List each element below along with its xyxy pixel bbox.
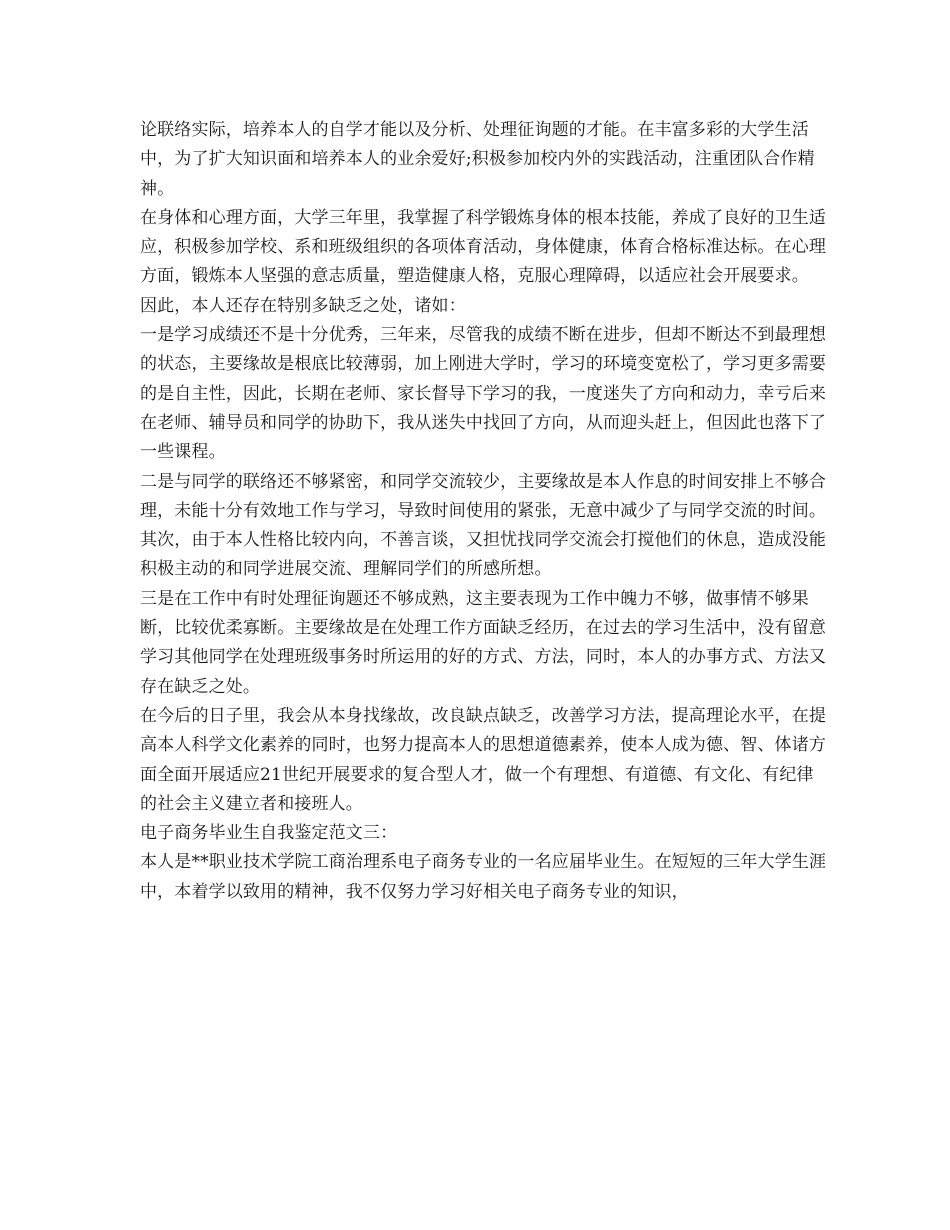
paragraph: 论联络实际，培养本人的自学才能以及分析、处理征询题的才能。在丰富多彩的大学生活中，为了扩大知识面和培养本人的业余爱好;积极参加校内外的实践活动，注重团队合作精神。 — [140, 120, 815, 199]
paragraph: 在身体和心理方面，大学三年里，我掌握了科学锻炼身体的根本技能，养成了良好的卫生适应，积极参加学校、系和班级组织的各项体育活动，身体健康，体育合格标准达标。在心理方面，锻炼本人坚强的意志质量，塑造健康人格，克服心理障碍，以适应社会开展要求。 — [140, 207, 826, 287]
paragraph: 在今后的日子里，我会从本身找缘故，改良缺点缺乏，改善学习方法，提高理论水平，在提高本人科学文化素养的同时，也努力提高本人的思想道德素养，使本人成为德、智、体诸方面全面开展适应21世纪开展要求的复合型人才，做一个有理想、有道德、有文化、有纪律的社会主义建立者和接班人。 — [140, 705, 826, 814]
section-heading: 电子商务毕业生自我鉴定范文三： — [140, 823, 398, 844]
document-body — [140, 116, 830, 907]
paragraph: 三是在工作中有时处理征询题还不够成熟，这主要表现为工作中魄力不够，做事情不够果断，比较优柔寡断。主要缘故是在处理工作方面缺乏经历，在过去的学习生活中，没有留意学习其他同学在处理班级事务时所运用的好的方式、方法，同时，本人的办事方式、方法又存在缺乏之处。 — [140, 588, 826, 697]
paragraph: 二是与同学的联络还不够紧密，和同学交流较少，主要缘故是本人作息的时间安排上不够合理，未能十分有效地工作与学习，导致时间使用的紧张，无意中减少了与同学交流的时间。其次，由于本人性格比较内向，不善言谈，又担忧找同学交流会打搅他们的休息，造成没能积极主动的和同学进展交流、理解同学们的所感所想。 — [140, 471, 826, 580]
paragraph: 一是学习成绩还不是十分优秀，三年来，尽管我的成绩不断在进步，但却不断达不到最理想的状态，主要缘故是根底比较薄弱，加上刚进大学时，学习的环境变宽松了，学习更多需要的是自主性，因此，长期在老师、家长督导下学习的我，一度迷失了方向和动力，幸亏后来在老师、辅导员和同学的协助下，我从迷失中找回了方向，从而迎头赶上，但因此也落下了一些课程。 — [140, 325, 826, 463]
paragraph: 因此，本人还存在特别多缺乏之处，诸如： — [140, 295, 466, 316]
paragraph: 本人是**职业技术学院工商治理系电子商务专业的一名应届毕业生。在短短的三年大学生涯中，本着学以致用的精神，我不仅努力学习好相关电子商务专业的知识， — [140, 852, 827, 902]
